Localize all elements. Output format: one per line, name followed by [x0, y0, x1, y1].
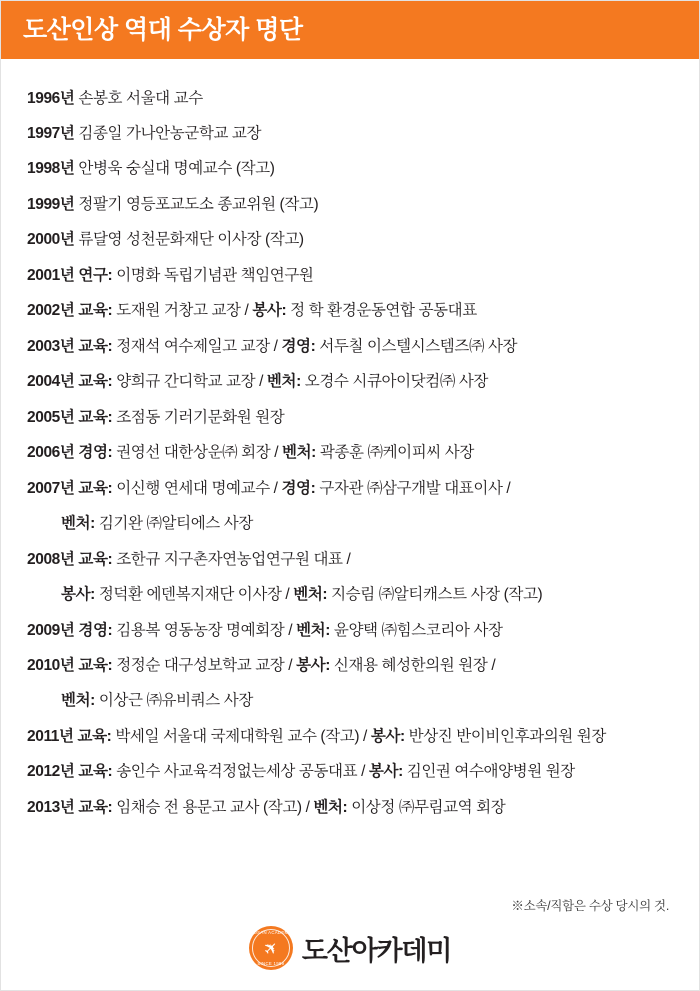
award-recipient: 도재원 거창고 교장 / — [112, 302, 253, 320]
award-recipient: 양희규 간디학교 교장 / — [112, 373, 267, 391]
award-recipient: 서두칠 이스텔시스템즈㈜ 사장 — [315, 337, 518, 355]
award-year: 2010년 — [27, 657, 75, 674]
award-row — [27, 223, 673, 258]
award-year: 2006년 — [27, 444, 75, 462]
award-category: 벤처: — [296, 621, 330, 639]
award-category: 경영: — [78, 621, 113, 639]
award-recipient: 김인권 여수애양병원 원장 — [402, 763, 575, 781]
award-row — [27, 755, 673, 790]
award-category: 교육: — [77, 727, 112, 745]
award-category: 봉사: — [368, 763, 403, 781]
award-category: 경영: — [281, 479, 316, 497]
award-category: 봉사: — [296, 657, 330, 674]
award-year: 2001년 — [27, 266, 75, 284]
award-year: 2013년 — [27, 798, 75, 816]
award-recipient: 이상정 ㈜무림교역 회장 — [347, 798, 506, 816]
award-recipient: 이신행 연세대 명예교수 / — [112, 479, 282, 497]
award-category: 교육: — [78, 302, 113, 320]
award-category: 봉사: — [370, 727, 405, 745]
award-recipient: 박세일 서울대 국제대학원 교수 (작고) / — [111, 727, 371, 745]
award-recipient: 반상진 반이비인후과의원 원장 — [404, 727, 606, 745]
award-row — [27, 542, 673, 577]
page-title: 도산인상 역대 수상자 명단 — [23, 15, 303, 44]
award-row — [27, 116, 673, 151]
award-recipient: 류달영 성천문화재단 이사장 (작고) — [78, 231, 304, 249]
award-row-continuation — [27, 578, 673, 613]
award-recipient: 송인수 사교육걱정없는세상 공동대표 / — [112, 763, 369, 781]
award-row — [27, 187, 673, 222]
award-recipient: 조점동 기러기문화원 원장 — [112, 408, 285, 426]
award-recipient: 지승림 ㈜알티캐스트 사장 (작고) — [327, 586, 543, 604]
award-category: 봉사: — [252, 302, 287, 320]
award-row — [27, 436, 673, 471]
award-recipient: 조한규 지구촌자연농업연구원 대표 / — [112, 550, 351, 568]
award-category: 벤처: — [282, 444, 316, 462]
award-list — [1, 59, 699, 826]
award-category: 교육: — [78, 373, 113, 391]
award-category: 벤처: — [293, 586, 328, 604]
award-year: 2009년 — [27, 621, 75, 639]
award-recipient: 신재용 혜성한의원 원장 / — [329, 657, 496, 674]
award-year: 2000년 — [27, 231, 75, 249]
award-row — [27, 152, 673, 187]
award-recipient: 권영선 대한상운㈜ 회장 / — [112, 444, 283, 462]
award-category: 벤처: — [61, 515, 95, 533]
award-recipient: 곽종훈 ㈜케이피씨 사장 — [315, 444, 474, 462]
award-row-continuation — [27, 507, 673, 542]
award-row — [27, 649, 673, 684]
award-year: 2012년 — [27, 763, 75, 781]
award-year: 1999년 — [27, 195, 75, 213]
award-category: 봉사: — [61, 586, 95, 604]
award-recipient: 손봉호 서울대 교수 — [78, 89, 203, 107]
dosan-academy-emblem-icon — [249, 926, 293, 970]
award-row — [27, 790, 673, 825]
award-recipient: 구자관 ㈜삼구개발 대표이사 / — [315, 479, 511, 497]
award-recipient: 오경수 시큐아이닷컴㈜ 사장 — [300, 373, 488, 391]
award-recipient: 김용복 영동농장 명예회장 / — [112, 621, 297, 639]
award-row — [27, 365, 673, 400]
logo-bottom-text: SINCE 1989 — [257, 961, 285, 966]
award-recipient: 안병욱 숭실대 명예교수 (작고) — [78, 160, 275, 178]
award-row — [27, 471, 673, 506]
award-year: 1996년 — [27, 89, 75, 107]
award-category: 교육: — [78, 798, 113, 816]
award-year: 2008년 — [27, 550, 75, 568]
award-category: 벤처: — [266, 373, 301, 391]
award-recipient: 이명화 독립기념관 책임연구원 — [112, 266, 314, 284]
logo-wordmark: 도산아카데미 — [301, 935, 452, 966]
award-year: 1997년 — [27, 124, 75, 142]
award-year: 2002년 — [27, 302, 75, 320]
award-category: 벤처: — [313, 798, 348, 816]
footer-logo — [1, 926, 699, 970]
award-category: 교육: — [78, 479, 113, 497]
award-recipient: 정팔기 영등포교도소 종교위원 (작고) — [78, 195, 319, 213]
award-row — [27, 81, 673, 116]
award-recipient: 김기완 ㈜알티에스 사장 — [94, 515, 253, 533]
award-category: 교육: — [78, 763, 113, 781]
award-recipient: 정덕환 에덴복지재단 이사장 / — [94, 586, 294, 604]
award-row — [27, 719, 673, 754]
award-year: 2007년 — [27, 479, 75, 497]
award-category: 교육: — [78, 408, 113, 426]
award-recipient: 김종일 가나안농군학교 교장 — [78, 124, 262, 142]
logo-top-text: DOSAN ACADEMY — [250, 930, 292, 935]
award-year: 1998년 — [27, 160, 75, 178]
award-row — [27, 400, 673, 435]
award-recipient: 정재석 여수제일고 교장 / — [112, 337, 282, 355]
award-recipient: 윤양택 ㈜힘스코리아 사장 — [329, 621, 503, 639]
award-category: 연구: — [78, 266, 113, 284]
award-year: 2005년 — [27, 408, 75, 426]
award-row — [27, 329, 673, 364]
award-year: 2011년 — [27, 727, 74, 745]
award-category: 벤처: — [61, 692, 95, 710]
award-row — [27, 613, 673, 648]
award-row-continuation — [27, 684, 673, 719]
award-category: 교육: — [78, 550, 113, 568]
award-year: 2004년 — [27, 373, 75, 391]
award-category: 교육: — [78, 337, 113, 355]
footnote: ※소속/직함은 수상 당시의 것. — [511, 899, 669, 913]
award-recipient: 이상근 ㈜유비쿼스 사장 — [94, 692, 253, 710]
award-category: 경영: — [78, 444, 113, 462]
award-recipient: 정정순 대구성보학교 교장 / — [112, 657, 297, 674]
airplane-icon: ✈ — [259, 936, 283, 960]
page-header — [1, 1, 699, 59]
award-recipient: 정 학 환경운동연합 공동대표 — [286, 302, 477, 320]
award-category: 교육: — [78, 657, 113, 674]
award-row — [27, 294, 673, 329]
award-row — [27, 258, 673, 293]
award-category: 경영: — [281, 337, 316, 355]
award-recipient: 임채승 전 용문고 교사 (작고) / — [112, 798, 314, 816]
award-year: 2003년 — [27, 337, 75, 355]
